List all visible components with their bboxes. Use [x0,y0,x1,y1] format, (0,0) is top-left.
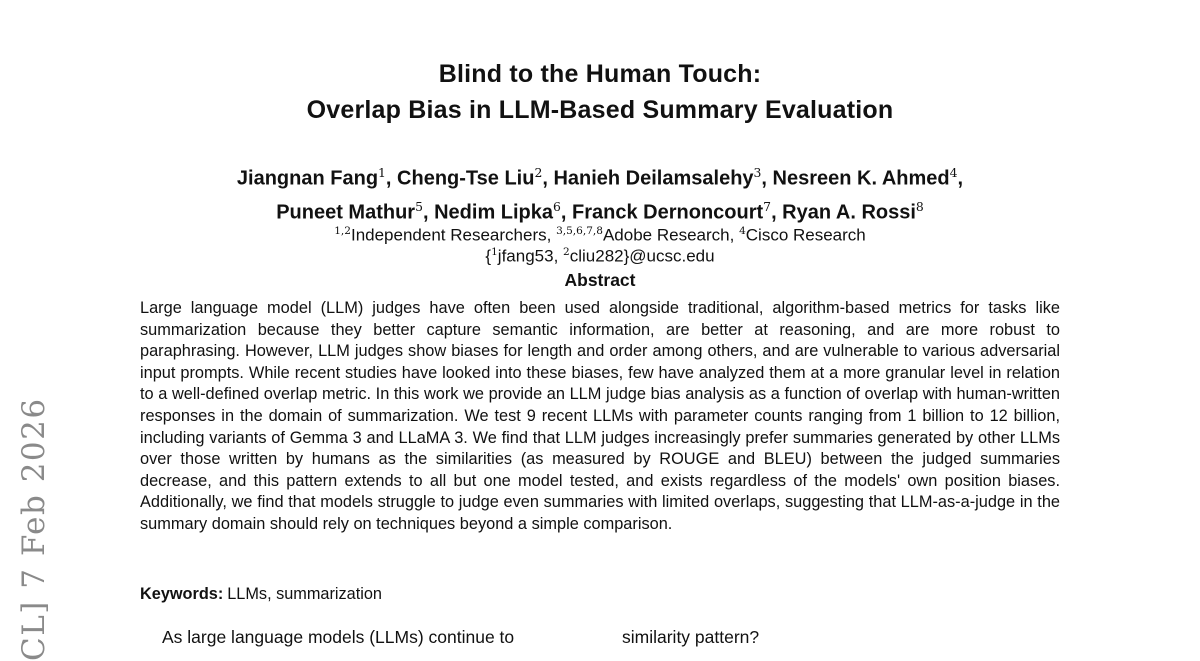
author-emails: {$^1$jfang53, $^2$cliu282}@ucsc.edu [485,246,715,266]
body-column-left: As large language models (LLMs) continue to [162,627,515,647]
paper-title-line-1: Blind to the Human Touch: [438,60,762,88]
paper-title-line-2: Overlap Bias in LLM-Based Summary Evaluation [306,96,894,124]
body-column-right: similarity pattern? [622,627,760,647]
keywords-line [140,585,1060,604]
paper-title [140,56,1060,128]
abstract-text: Large language model (LLM) judges have often been used alongside traditional, algorithm-based metrics for tasks like summarization because they better capture semantic information, are better at reasoning, and are more robust to paraphrasing. However, LLM judges show biases for length and order among others, and are vulnerable to various adversarial input prompts. While recent studies have looked into these biases, few have analyzed them at a more granular level in relation to a well-defined overlap metric. In this work we provide an LLM judge bias analysis as a function of overlap with human-written responses in the domain of summarization. We test 9 recent LLMs with parameter counts ranging from 1 billion to 12 billion, including variants of Gemma 3 and LLaMA 3. We find that LLM judges increasingly prefer summaries generated by other LLMs over those written by humans as the similarities (as measured by ROUGE and BLEU) between the judged summaries decrease, and this pattern extends to all but one model tested, and exists regardless of the models' own position biases. Additionally, we find that models struggle to judge even summaries with limited overlaps, suggesting that LLM-as-a-judge in the summary domain should rely on techniques beyond a simple comparison. [140,299,1060,533]
abstract-heading: Abstract [564,270,636,290]
author-list [140,159,1060,226]
keywords-value: LLMs, summarization [227,585,382,603]
keywords-label: Keywords: [140,585,224,603]
affiliations-line: $^{1,2}$Independent Researchers, $^{3,5,6,7,8}$Adobe Research, $^4$Cisco Research [334,225,866,245]
authors-line-1: Jiangnan Fang$^1$, Cheng-Tse Liu$^2$, Hanieh Deilamsalehy$^3$, Nesreen K. Ahmed$^4$, [236,165,964,190]
arxiv-watermark: CL] 7 Feb 2026 [16,397,52,661]
authors-line-2: Puneet Mathur$^5$, Nedim Lipka$^6$, Franck Dernoncourt$^7$, Ryan A. Rossi$^8$ [276,198,924,224]
